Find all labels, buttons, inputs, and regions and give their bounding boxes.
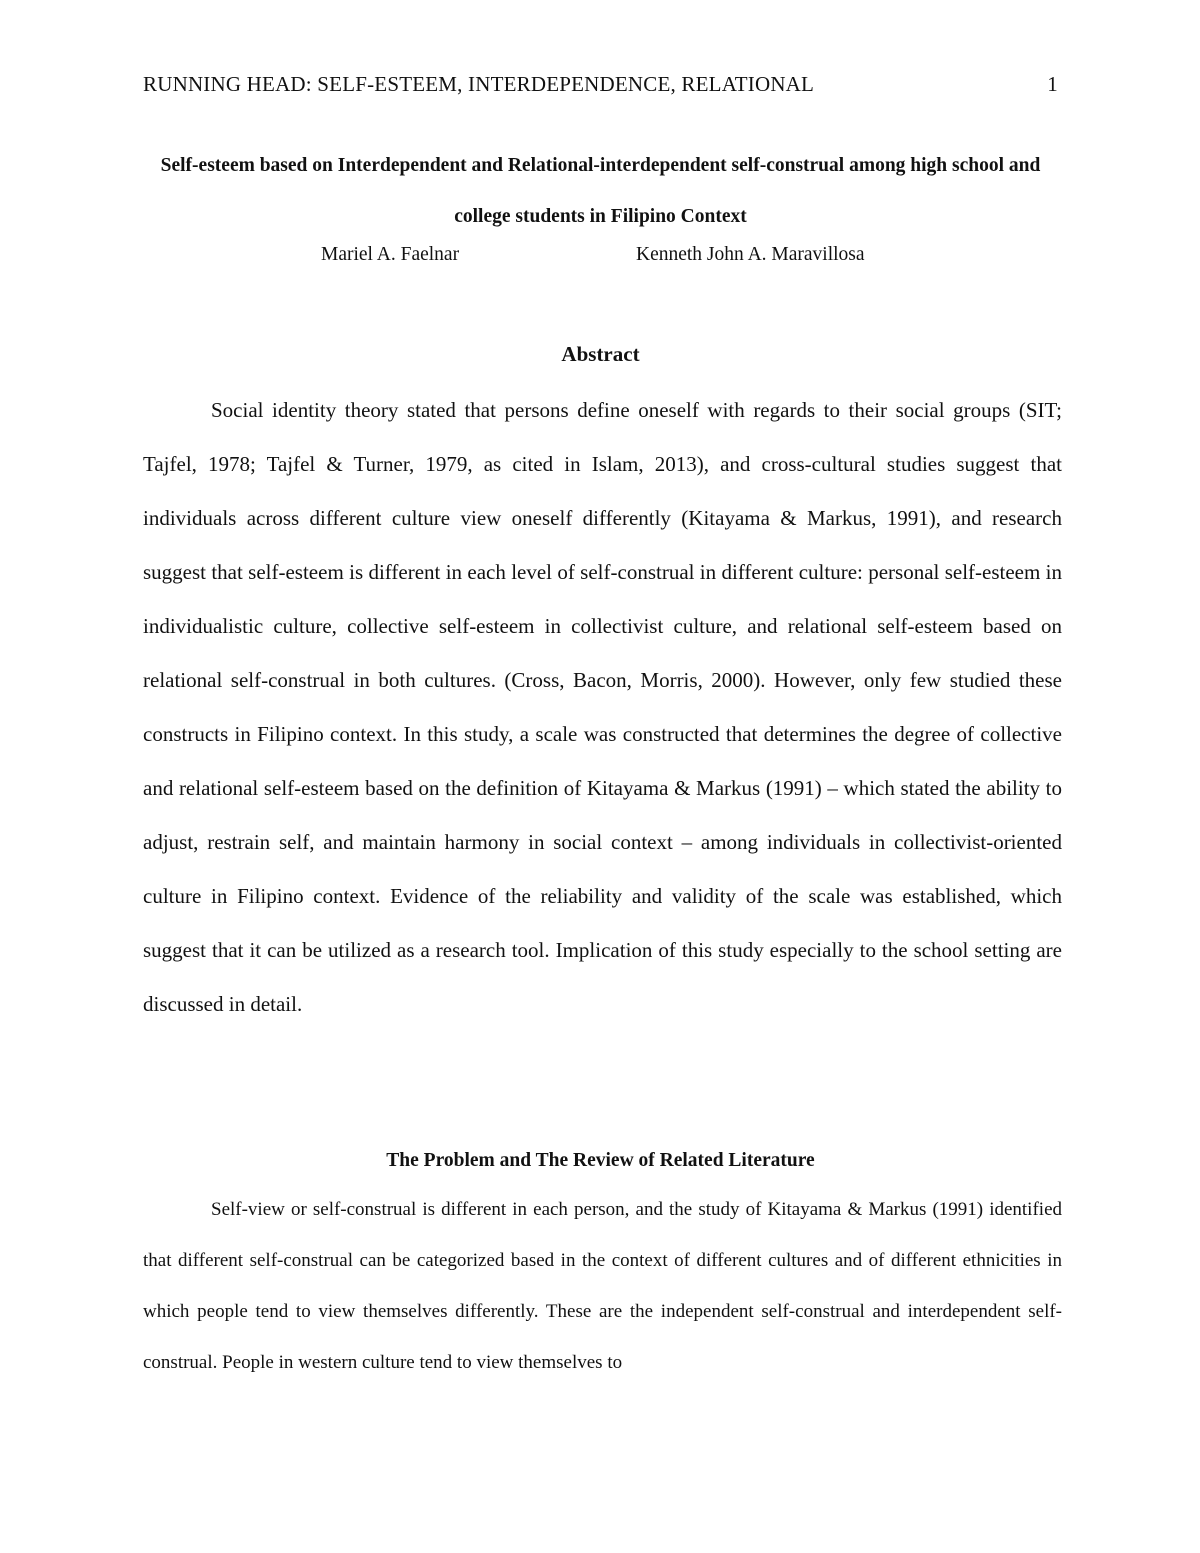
abstract-body: Social identity theory stated that persons define oneself with regards to their social groups (SIT; Tajfel, 1978; Tajfel & Turner, 1979, as cited in Islam, 2013), and cross-cultural studies suggest that individuals across different culture view oneself differently (Kitayama & Markus, 1991), and research suggest that self-esteem is different in each level of self-construal in different culture: personal self-esteem in individualistic culture, collective self-esteem in collectivist culture, and relational self-esteem based on relational self-construal in both cultures. (Cross, Bacon, Morris, 2000). However, only few studied these constructs in Filipino context. In this study, a scale was constructed that determines the degree of collective and relational self-esteem based on the definition of Kitayama & Markus (1991) – which stated the ability to adjust, restrain self, and maintain harmony in social context – among individuals in collectivist-oriented culture in Filipino context. Evidence of the reliability and validity of the scale was established, which suggest that it can be utilized as a research tool. Implication of this study especially to the school setting are discussed in detail.: [143, 398, 1062, 1016]
paper-title: Self-esteem based on Interdependent and Relational-interdependent self-construal among high school and college students in Filipino Context: [160, 155, 1041, 227]
author-name: Mariel A. Faelnar: [321, 244, 460, 265]
author-name: Kenneth John A. Maravillosa: [636, 244, 865, 265]
abstract-heading: Abstract: [561, 342, 640, 366]
page-number: 1: [1047, 72, 1058, 96]
running-head-text: RUNNING HEAD: SELF-ESTEEM, INTERDEPENDENCE, RELATIONAL: [143, 72, 815, 96]
running-head: [143, 72, 1058, 97]
section-heading: The Problem and The Review of Related Literature: [386, 1150, 815, 1171]
section-body: Self-view or self-construal is different in each person, and the study of Kitayama & Markus (1991) identified that different self-construal can be categorized based in the context of different cultures and of different ethnicities in which people tend to view themselves differently. These are the independent self-construal and interdependent self-construal. People in western culture tend to view themselves to: [143, 1199, 1062, 1373]
